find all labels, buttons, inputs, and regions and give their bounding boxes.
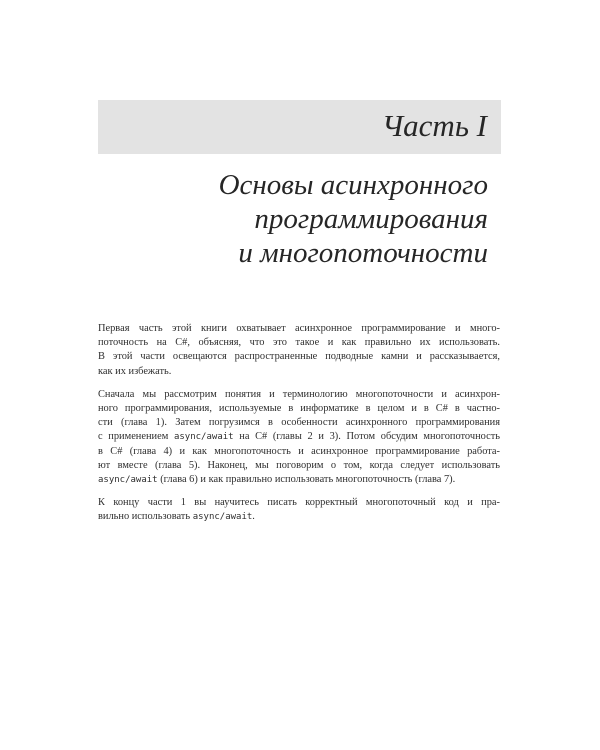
paragraph-line	[98, 510, 500, 524]
paragraph-line: Сначала мы рассмотрим понятия и терминологию многопоточности и асинхрон-	[98, 388, 500, 400]
text-run: с применением	[98, 431, 174, 443]
paragraph-line: Первая часть этой книги охватывает асинхронное программирование и много-	[98, 323, 500, 334]
paragraph-line: сти (глава 1). Затем погрузимся в особенности асинхронного программирования	[98, 417, 500, 429]
paragraph-line: в C# (глава 4) и как многопоточность и асинхронное программирование работа-	[98, 445, 500, 457]
text-run: (глава 6) и как правильно использовать многопоточность (глава 7).	[157, 474, 456, 486]
body-text	[98, 322, 500, 534]
paragraph-line: поточность на C#, объясняя, что это такое и как правильно их использовать.	[98, 337, 500, 349]
inline-code: async/await	[98, 475, 158, 486]
text-run: .	[252, 511, 255, 523]
text-run: на C# (главы 2 и 3). Потом обсудим многопоточность	[233, 431, 500, 443]
part-header-band	[98, 100, 501, 154]
paragraph-line: ют вместе (глава 5). Наконец, мы поговорим о том, когда следует использовать	[98, 459, 500, 471]
paragraph-line	[98, 430, 500, 444]
paragraph-line: как их избежать.	[98, 365, 172, 377]
paragraph-line: К концу части 1 вы научитесь писать корректный многопоточный код и пра-	[98, 497, 500, 509]
paragraph-line	[98, 473, 500, 487]
section-title-line-2: программирования	[254, 203, 488, 235]
part-title: Часть I	[381, 108, 487, 143]
paragraph-line: ного программирования, используемые в информатике в целом и в C# в частно-	[98, 403, 500, 415]
section-title	[219, 168, 488, 270]
inline-code: async/await	[192, 512, 253, 523]
paragraph-intro	[98, 322, 500, 379]
text-run: вильно использовать	[98, 511, 193, 523]
paragraph-line: В этой части освещаются распространенные подводные камни и рассказывается,	[98, 351, 500, 363]
paragraph-overview	[98, 388, 500, 487]
paragraph-conclusion	[98, 496, 500, 524]
inline-code: async/await	[173, 432, 234, 443]
section-title-line-3: и многопоточности	[238, 237, 488, 269]
section-title-line-1: Основы асинхронного	[218, 169, 488, 201]
